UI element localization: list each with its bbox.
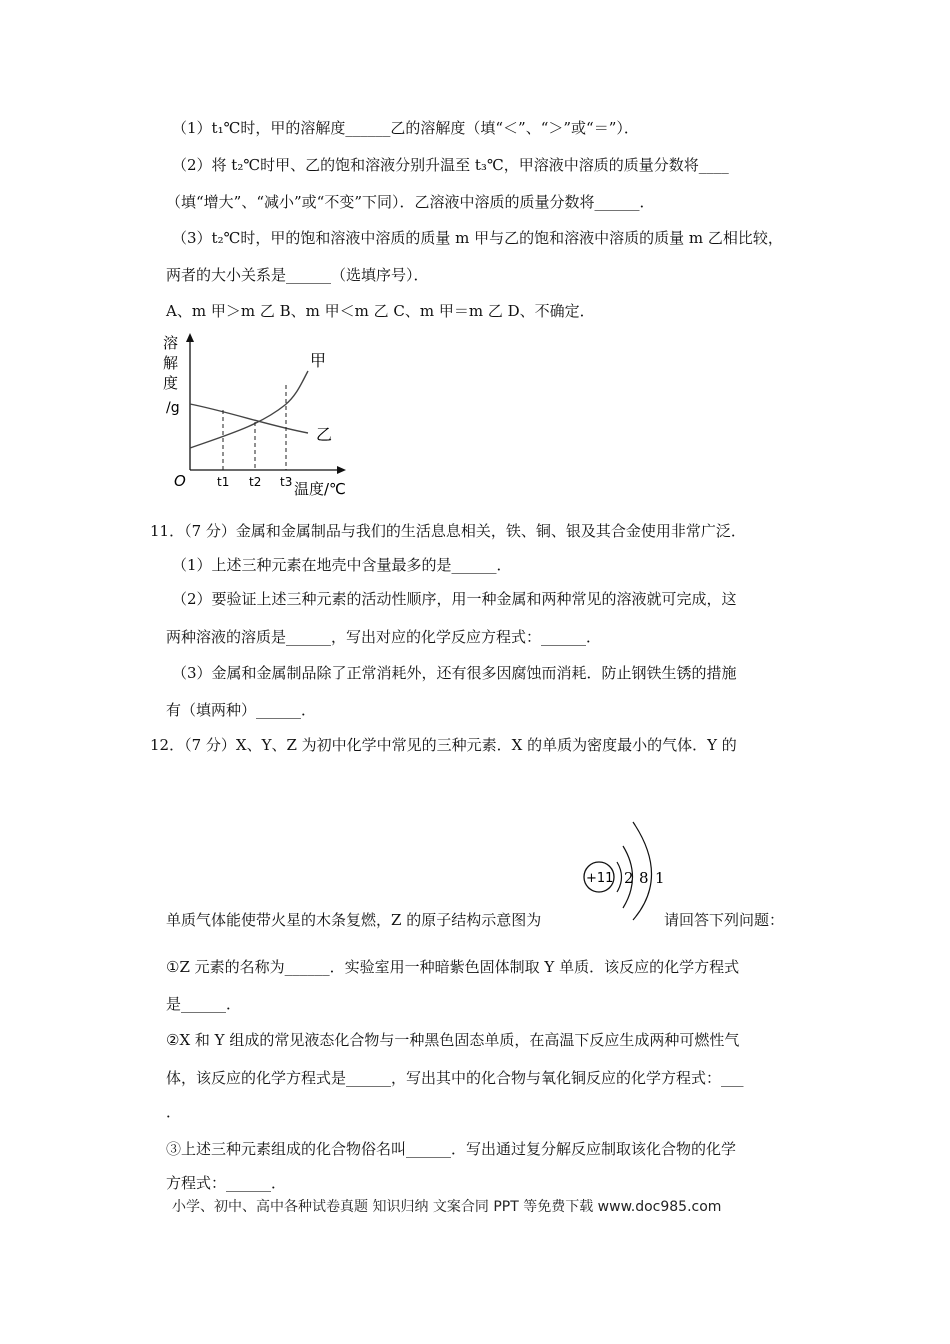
q11-part3-line2: 有（填两种）______． bbox=[166, 701, 317, 719]
q12-line2-part-a: 单质气体能使带火星的木条复燃，Z 的原子结构示意图为 bbox=[166, 911, 542, 929]
y-axis-arrow bbox=[186, 333, 194, 342]
q12-line2-part-b: 请回答下列问题： bbox=[664, 911, 785, 929]
q11-part2-line1: （2）要验证上述三种元素的活动性顺序，用一种金属和两种常见的溶液就可完成，这 bbox=[172, 590, 737, 608]
q12-sub3-line2: 方程式：______． bbox=[166, 1174, 287, 1192]
q12-sub1-line1: ①Z 元素的名称为______．实验室用一种暗紫色固体制取 Y 单质．该反应的化学方程式 bbox=[166, 958, 740, 976]
atom-structure-diagram bbox=[578, 818, 668, 922]
footer-ad: 小学、初中、高中各种试卷真题 知识归纳 文案合同 PPT 等免费下载 www.doc985.com bbox=[172, 1199, 722, 1215]
electron-count-shell-2: 8 bbox=[639, 869, 649, 887]
origin-label: O bbox=[174, 472, 186, 490]
q12-head: 12．（7 分）X、Y、Z 为初中化学中常见的三种元素．X 的单质为密度最小的气体．Y 的 bbox=[150, 736, 737, 754]
q11-part2-line2: 两种溶液的溶质是______，写出对应的化学反应方程式：______． bbox=[166, 628, 602, 646]
q10-part2-line1: （2）将 t₂℃时甲、乙的饱和溶液分别升温至 t₃℃，甲溶液中溶质的质量分数将____ bbox=[172, 156, 729, 174]
series-label-yi: 乙 bbox=[316, 425, 333, 444]
q10-part1: （1）t₁℃时，甲的溶解度______乙的溶解度（填“＜”、“＞”或“＝”）． bbox=[172, 119, 639, 137]
q12-sub1-line2: 是______． bbox=[166, 995, 242, 1013]
curve-jia bbox=[190, 371, 308, 448]
q11-head: 11．（7 分）金属和金属制品与我们的生活息息相关，铁、铜、银及其合金使用非常广泛． bbox=[150, 522, 746, 540]
electron-count-shell-3: 1 bbox=[655, 869, 665, 887]
q10-part3-line1: （3）t₂℃时，甲的饱和溶液中溶质的质量 m 甲与乙的饱和溶液中溶质的质量 m 乙相比较， bbox=[172, 229, 783, 247]
y-label-2: 解 bbox=[163, 354, 179, 372]
tick-t1: t1 bbox=[217, 475, 230, 489]
tick-t3: t3 bbox=[280, 475, 293, 489]
curve-yi bbox=[190, 404, 308, 433]
nucleus-charge: +11 bbox=[586, 871, 614, 886]
q10-part3-line2: 两者的大小关系是______（选填序号）． bbox=[166, 266, 429, 284]
tick-t2: t2 bbox=[249, 475, 262, 489]
q10-part2-line2: （填“增大”、“减小”或“不变”下同）．乙溶液中溶质的质量分数将______． bbox=[166, 193, 655, 211]
series-label-jia: 甲 bbox=[310, 351, 327, 370]
electron-count-shell-1: 2 bbox=[624, 869, 634, 887]
y-label-3: 度 bbox=[163, 374, 179, 392]
q12-sub3-line1: ③上述三种元素组成的化合物俗名叫______．写出通过复分解反应制取该化合物的化学 bbox=[166, 1140, 737, 1158]
solubility-graph bbox=[160, 330, 370, 500]
x-axis-arrow bbox=[337, 466, 346, 474]
electron-shell-1 bbox=[617, 862, 622, 892]
y-label-1: 溶 bbox=[163, 334, 179, 352]
q12-sub2-line1: ②X 和 Y 组成的常见液态化合物与一种黑色固态单质，在高温下反应生成两种可燃性气 bbox=[166, 1031, 740, 1049]
x-axis-label: 温度/℃ bbox=[294, 480, 346, 498]
q11-part1: （1）上述三种元素在地壳中含量最多的是______． bbox=[172, 556, 512, 574]
q10-options: A、m 甲＞m 乙 B、m 甲＜m 乙 C、m 甲＝m 乙 D、不确定． bbox=[166, 302, 595, 320]
q11-part3-line1: （3）金属和金属制品除了正常消耗外，还有很多因腐蚀而消耗．防止钢铁生锈的措施 bbox=[172, 664, 737, 682]
q12-sub2-line2: 体，该反应的化学方程式是______，写出其中的化合物与氧化铜反应的化学方程式：___ bbox=[166, 1069, 744, 1087]
y-unit: /g bbox=[166, 400, 180, 416]
q12-sub2-line3: ． bbox=[166, 1103, 182, 1121]
